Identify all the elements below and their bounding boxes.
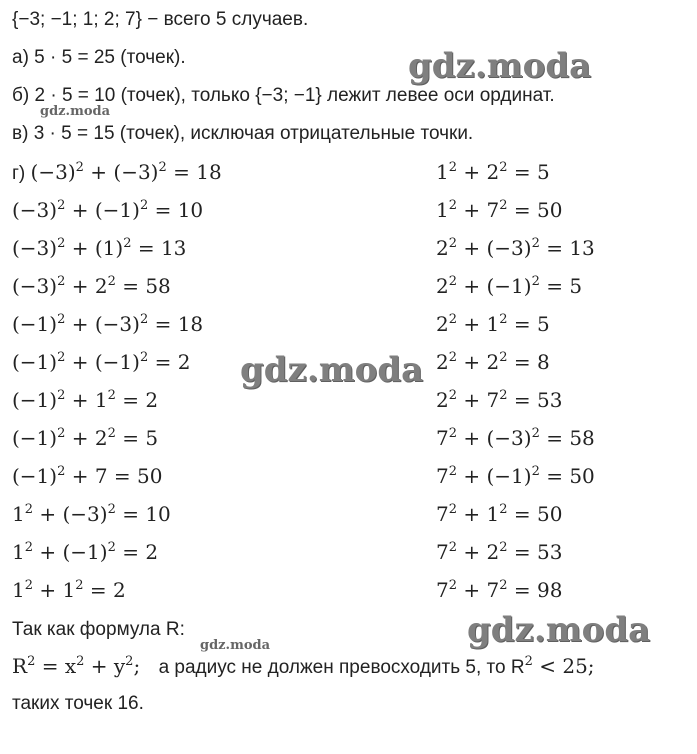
count-line: таких точек 16. — [12, 693, 144, 714]
part-b-line: б) 2 · 5 = 10 (точек), только {−3; −1} лежит левее оси ординат. — [12, 85, 555, 106]
formula-lhs: R — [12, 654, 28, 678]
formula-text: а радиус не должен превосходить 5, то R — [158, 657, 525, 678]
left-equation-4: $(-3)^2 + 2^2 = 58$ — [12, 274, 171, 298]
left-equation-8: $(-1)^2 + 2^2 = 5$ — [12, 426, 159, 450]
cases-line: {−3; −1; 1; 2; 7} − всего 5 случаев. — [12, 9, 309, 30]
right-equation-2: $1^2 + 7^2 = 50$ — [436, 198, 563, 222]
right-equation-4: $2^2 + (-1)^2 = 5$ — [436, 274, 583, 298]
right-equation-10: $7^2 + 1^2 = 50$ — [436, 502, 563, 526]
left-equation-5: $(-1)^2 + (-3)^2 = 18$ — [12, 312, 204, 336]
right-equation-6: $2^2 + 2^2 = 8$ — [436, 350, 550, 374]
left-equation-10: $1^2 + (-3)^2 = 10$ — [12, 502, 171, 526]
right-equation-3: $2^2 + (-3)^2 = 13$ — [436, 236, 595, 260]
watermark-bottom: gdz.moda — [467, 610, 651, 650]
right-equation-1: $1^2 + 2^2 = 5$ — [436, 160, 550, 184]
left-equation-1: г) $(-3)^2 + (-3)^2 = 18$ — [12, 160, 222, 184]
watermark-small-bottom: gdz.moda — [200, 638, 271, 653]
right-equation-7: $2^2 + 7^2 = 53$ — [436, 388, 563, 412]
formula-intro: Так как формула R: — [12, 619, 185, 640]
left-equation-12: $1^2 + 1^2 = 2$ — [12, 578, 126, 602]
part-a-line: а) 5 · 5 = 25 (точек). — [12, 47, 186, 68]
watermark-top: gdz.moda — [408, 46, 592, 86]
left-equation-7: $(-1)^2 + 1^2 = 2$ — [12, 388, 159, 412]
right-equation-5: $2^2 + 1^2 = 5$ — [436, 312, 550, 336]
formula-line: $R^2 = x^2 + y^2$; а радиус не должен превосходить 5, то $R^2 < 25$; — [12, 654, 595, 678]
right-equation-9: $7^2 + (-1)^2 = 50$ — [436, 464, 595, 488]
left-equation-9: $(-1)^2 + 7 = 50$ — [12, 464, 163, 488]
watermark-middle: gdz.moda — [240, 350, 424, 390]
right-equation-12: $7^2 + 7^2 = 98$ — [436, 578, 563, 602]
left-equation-11: $1^2 + (-1)^2 = 2$ — [12, 540, 159, 564]
watermark-small-top: gdz.moda — [40, 104, 111, 119]
left-equation-3: $(-3)^2 + (1)^2 = 13$ — [12, 236, 187, 260]
right-equation-8: $7^2 + (-3)^2 = 58$ — [436, 426, 595, 450]
part-v-line: в) 3 · 5 = 15 (точек), исключая отрицательные точки. — [12, 123, 474, 144]
right-equation-11: $7^2 + 2^2 = 53$ — [436, 540, 563, 564]
left-equation-6: $(-1)^2 + (-1)^2 = 2$ — [12, 350, 191, 374]
left-equation-2: $(-3)^2 + (-1)^2 = 10$ — [12, 198, 204, 222]
